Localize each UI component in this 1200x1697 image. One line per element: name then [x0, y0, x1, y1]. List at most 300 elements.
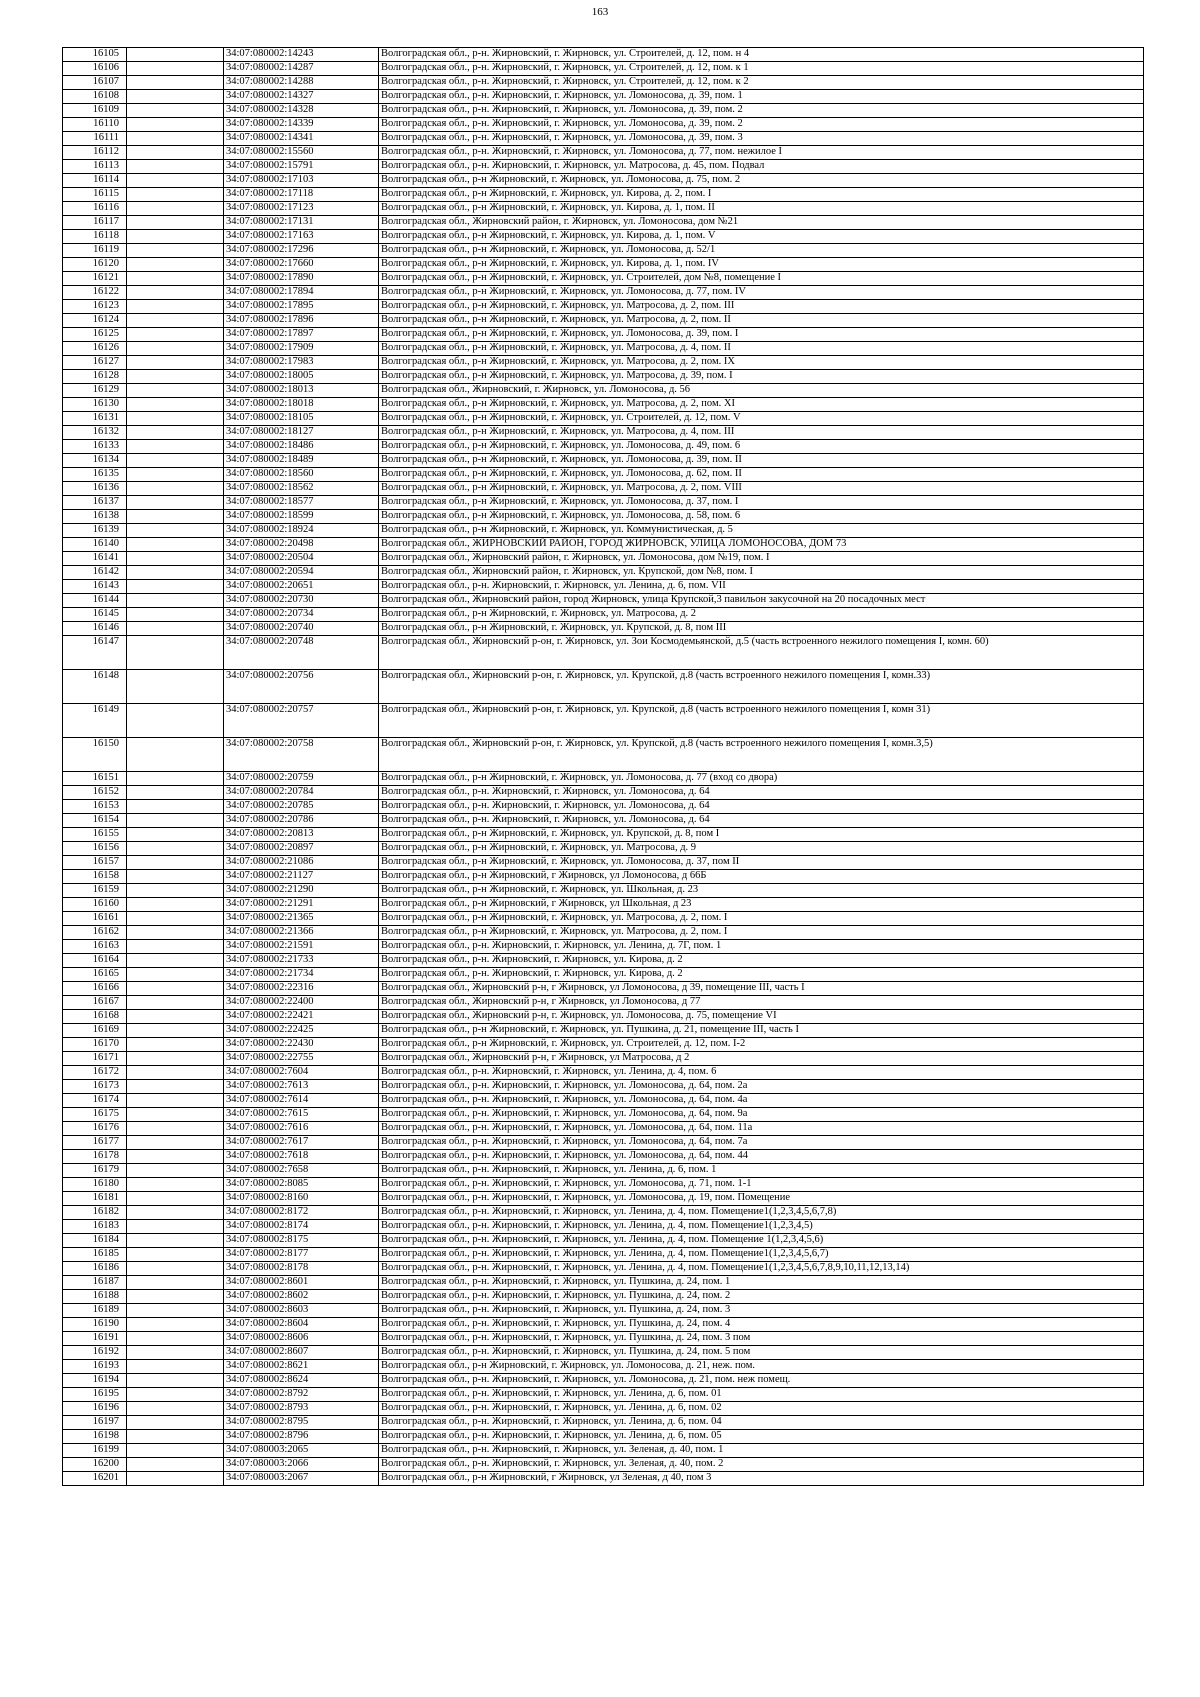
row-number-cell: 16181	[63, 1192, 127, 1206]
cadastral-number-cell: 34:07:080002:21290	[224, 884, 379, 898]
table-row	[63, 258, 1144, 272]
table-row	[63, 786, 1144, 800]
empty-cell	[127, 202, 224, 216]
cadastral-number-cell: 34:07:080002:7614	[224, 1094, 379, 1108]
empty-cell	[127, 1150, 224, 1164]
empty-cell	[127, 1318, 224, 1332]
cadastral-number-cell: 34:07:080002:8602	[224, 1290, 379, 1304]
row-number-cell: 16174	[63, 1094, 127, 1108]
row-number-cell: 16116	[63, 202, 127, 216]
row-number-cell: 16191	[63, 1332, 127, 1346]
address-cell: Волгоградская обл., р-н. Жирновский, г. Жирновск, ул. Строителей, д. 12, пом. к 2	[379, 76, 1144, 90]
row-number-cell: 16162	[63, 926, 127, 940]
table-row	[63, 538, 1144, 552]
cadastral-number-cell: 34:07:080002:8792	[224, 1388, 379, 1402]
address-cell: Волгоградская обл., р-н Жирновский, г. Жирновск, ул. Матросова, д. 2, пом. I	[379, 926, 1144, 940]
table-row	[63, 968, 1144, 982]
empty-cell	[127, 670, 224, 704]
table-row	[63, 230, 1144, 244]
address-cell: Волгоградская обл., р-н Жирновский, г. Жирновск, ул. Ломоносова, д. 37, пом. I	[379, 496, 1144, 510]
address-cell: Волгоградская обл., р-н. Жирновский, г. Жирновск, ул. Ломоносова, д. 21, пом. неж помещ.	[379, 1374, 1144, 1388]
cadastral-number-cell: 34:07:080002:17895	[224, 300, 379, 314]
cadastral-number-cell: 34:07:080002:20730	[224, 594, 379, 608]
empty-cell	[127, 468, 224, 482]
table-row	[63, 1010, 1144, 1024]
row-number-cell: 16175	[63, 1108, 127, 1122]
row-number-cell: 16182	[63, 1206, 127, 1220]
table-row	[63, 1262, 1144, 1276]
cadastral-number-cell: 34:07:080002:20651	[224, 580, 379, 594]
cadastral-number-cell: 34:07:080003:2066	[224, 1458, 379, 1472]
table-row	[63, 76, 1144, 90]
address-cell: Волгоградская обл., р-н. Жирновский, г. Жирновск, ул. Ломоносова, д. 64	[379, 786, 1144, 800]
empty-cell	[127, 146, 224, 160]
row-number-cell: 16169	[63, 1024, 127, 1038]
address-cell: Волгоградская обл., р-н Жирновский, г. Жирновск, ул. Ломоносова, д. 49, пом. 6	[379, 440, 1144, 454]
row-number-cell: 16105	[63, 48, 127, 62]
empty-cell	[127, 884, 224, 898]
empty-cell	[127, 286, 224, 300]
row-number-cell: 16142	[63, 566, 127, 580]
table-row	[63, 286, 1144, 300]
address-cell: Волгоградская обл., Жирновский район, г. Жирновск, ул. Крупской, дом №8, пом. I	[379, 566, 1144, 580]
row-number-cell: 16166	[63, 982, 127, 996]
row-number-cell: 16143	[63, 580, 127, 594]
empty-cell	[127, 1374, 224, 1388]
empty-cell	[127, 188, 224, 202]
empty-cell	[127, 954, 224, 968]
cadastral-number-cell: 34:07:080002:20756	[224, 670, 379, 704]
empty-cell	[127, 216, 224, 230]
address-cell: Волгоградская обл., р-н. Жирновский, г. Жирновск, ул. Строителей, д. 12, пом. к 1	[379, 62, 1144, 76]
cadastral-number-cell: 34:07:080002:21733	[224, 954, 379, 968]
empty-cell	[127, 342, 224, 356]
table-row	[63, 884, 1144, 898]
empty-cell	[127, 940, 224, 954]
row-number-cell: 16133	[63, 440, 127, 454]
empty-cell	[127, 160, 224, 174]
address-cell: Волгоградская обл., р-н Жирновский, г Жирновск, ул Ломоносова, д 66Б	[379, 870, 1144, 884]
cadastral-number-cell: 34:07:080002:14328	[224, 104, 379, 118]
table-row	[63, 1080, 1144, 1094]
cadastral-number-cell: 34:07:080003:2067	[224, 1472, 379, 1486]
row-number-cell: 16140	[63, 538, 127, 552]
table-row	[63, 370, 1144, 384]
row-number-cell: 16144	[63, 594, 127, 608]
empty-cell	[127, 482, 224, 496]
table-row	[63, 1430, 1144, 1444]
address-cell: Волгоградская обл., р-н. Жирновский, г. Жирновск, ул. Ленина, д. 6, пом. 05	[379, 1430, 1144, 1444]
table-row	[63, 800, 1144, 814]
row-number-cell: 16195	[63, 1388, 127, 1402]
cadastral-number-cell: 34:07:080002:21086	[224, 856, 379, 870]
address-cell: Волгоградская обл., Жирновский р-н, г Жирновск, ул Ломоносова, д 39, помещение III, часть I	[379, 982, 1144, 996]
row-number-cell: 16113	[63, 160, 127, 174]
row-number-cell: 16112	[63, 146, 127, 160]
table-row	[63, 1206, 1144, 1220]
cadastral-number-cell: 34:07:080002:20784	[224, 786, 379, 800]
empty-cell	[127, 314, 224, 328]
address-cell: Волгоградская обл., р-н Жирновский, г. Жирновск, ул. Пушкина, д. 21, помещение III, часть I	[379, 1024, 1144, 1038]
empty-cell	[127, 174, 224, 188]
row-number-cell: 16110	[63, 118, 127, 132]
table-row	[63, 300, 1144, 314]
cadastral-number-cell: 34:07:080002:8172	[224, 1206, 379, 1220]
empty-cell	[127, 1290, 224, 1304]
cadastral-number-cell: 34:07:080002:8795	[224, 1416, 379, 1430]
empty-cell	[127, 1038, 224, 1052]
address-cell: Волгоградская обл., р-н. Жирновский, г. Жирновск, ул. Пушкина, д. 24, пом. 4	[379, 1318, 1144, 1332]
row-number-cell: 16173	[63, 1080, 127, 1094]
address-cell: Волгоградская обл., р-н. Жирновский, г. Жирновск, ул. Ломоносова, д. 71, пом. 1-1	[379, 1178, 1144, 1192]
empty-cell	[127, 370, 224, 384]
cadastral-number-cell: 34:07:080002:8607	[224, 1346, 379, 1360]
empty-cell	[127, 704, 224, 738]
cadastral-number-cell: 34:07:080002:20498	[224, 538, 379, 552]
cadastral-number-cell: 34:07:080002:14341	[224, 132, 379, 146]
table-row	[63, 1416, 1144, 1430]
address-cell: Волгоградская обл., р-н Жирновский, г. Жирновск, ул. Кирова, д. 1, пом. II	[379, 202, 1144, 216]
empty-cell	[127, 300, 224, 314]
empty-cell	[127, 1178, 224, 1192]
table-row	[63, 1136, 1144, 1150]
cadastral-number-cell: 34:07:080002:17894	[224, 286, 379, 300]
empty-cell	[127, 1346, 224, 1360]
table-row	[63, 594, 1144, 608]
address-cell: Волгоградская обл., р-н Жирновский, г. Жирновск, ул. Строителей, дом №8, помещение I	[379, 272, 1144, 286]
address-cell: Волгоградская обл., р-н. Жирновский, г. Жирновск, ул. Ломоносова, д. 64	[379, 800, 1144, 814]
address-cell: Волгоградская обл., Жирновский р-он, г. Жирновск, ул. Крупской, д.8 (часть встроенного нежилого помещения I, комн 31)	[379, 704, 1144, 738]
empty-cell	[127, 62, 224, 76]
address-cell: Волгоградская обл., р-н. Жирновский, г. Жирновск, ул. Ленина, д. 6, пом. 02	[379, 1402, 1144, 1416]
empty-cell	[127, 384, 224, 398]
address-cell: Волгоградская обл., р-н. Жирновский, г. Жирновск, ул. Зеленая, д. 40, пом. 2	[379, 1458, 1144, 1472]
address-cell: Волгоградская обл., р-н Жирновский, г. Жирновск, ул. Ломоносова, д. 39, пом. I	[379, 328, 1144, 342]
empty-cell	[127, 870, 224, 884]
cadastral-number-cell: 34:07:080002:21591	[224, 940, 379, 954]
address-cell: Волгоградская обл., р-н Жирновский, г. Жирновск, ул. Ломоносова, д. 75, пом. 2	[379, 174, 1144, 188]
address-cell: Волгоградская обл., р-н Жирновский, г. Жирновск, ул. Кирова, д. 2, пом. I	[379, 188, 1144, 202]
table-row	[63, 1052, 1144, 1066]
registry-body	[63, 48, 1144, 1486]
address-cell: Волгоградская обл., р-н Жирновский, г. Жирновск, ул. Кирова, д. 1, пом. V	[379, 230, 1144, 244]
table-row	[63, 926, 1144, 940]
row-number-cell: 16141	[63, 552, 127, 566]
row-number-cell: 16196	[63, 1402, 127, 1416]
empty-cell	[127, 636, 224, 670]
row-number-cell: 16135	[63, 468, 127, 482]
cadastral-number-cell: 34:07:080002:8793	[224, 1402, 379, 1416]
table-row	[63, 1402, 1144, 1416]
table-row	[63, 1066, 1144, 1080]
empty-cell	[127, 440, 224, 454]
address-cell: Волгоградская обл., р-н. Жирновский, г. Жирновск, ул. Ломоносова, д. 64	[379, 814, 1144, 828]
table-row	[63, 704, 1144, 738]
row-number-cell: 16179	[63, 1164, 127, 1178]
cadastral-number-cell: 34:07:080002:18486	[224, 440, 379, 454]
address-cell: Волгоградская обл., р-н Жирновский, г. Жирновск, ул. Ломоносова, д. 77, пом. IV	[379, 286, 1144, 300]
address-cell: Волгоградская обл., р-н. Жирновский, г. Жирновск, ул. Ломоносова, д. 64, пом. 2а	[379, 1080, 1144, 1094]
cadastral-number-cell: 34:07:080002:20785	[224, 800, 379, 814]
row-number-cell: 16111	[63, 132, 127, 146]
row-number-cell: 16108	[63, 90, 127, 104]
address-cell: Волгоградская обл., р-н Жирновский, г. Жирновск, ул. Строителей, д. 12, пом. I-2	[379, 1038, 1144, 1052]
address-cell: Волгоградская обл., Жирновский р-н, г Жирновск, ул Матросова, д 2	[379, 1052, 1144, 1066]
empty-cell	[127, 1108, 224, 1122]
table-row	[63, 566, 1144, 580]
cadastral-number-cell: 34:07:080002:18005	[224, 370, 379, 384]
table-row	[63, 1108, 1144, 1122]
row-number-cell: 16131	[63, 412, 127, 426]
empty-cell	[127, 566, 224, 580]
empty-cell	[127, 104, 224, 118]
table-row	[63, 62, 1144, 76]
address-cell: Волгоградская обл., Жирновский, г. Жирновск, ул. Ломоносова, д. 56	[379, 384, 1144, 398]
address-cell: Волгоградская обл., р-н Жирновский, г. Жирновск, ул. Матросова, д. 39, пом. I	[379, 370, 1144, 384]
table-row	[63, 608, 1144, 622]
table-row	[63, 412, 1144, 426]
empty-cell	[127, 1472, 224, 1486]
cadastral-number-cell: 34:07:080002:8621	[224, 1360, 379, 1374]
row-number-cell: 16159	[63, 884, 127, 898]
cadastral-number-cell: 34:07:080002:22400	[224, 996, 379, 1010]
address-cell: Волгоградская обл., р-н. Жирновский, г. Жирновск, ул. Ленина, д. 4, пом. Помещение 1(1,2,3,4,5,6)	[379, 1234, 1144, 1248]
address-cell: Волгоградская обл., р-н. Жирновский, г. Жирновск, ул. Ленина, д. 4, пом. 6	[379, 1066, 1144, 1080]
cadastral-number-cell: 34:07:080003:2065	[224, 1444, 379, 1458]
cadastral-number-cell: 34:07:080002:8601	[224, 1276, 379, 1290]
empty-cell	[127, 1024, 224, 1038]
empty-cell	[127, 1220, 224, 1234]
address-cell: Волгоградская обл., р-н. Жирновский, г. Жирновск, ул. Кирова, д. 2	[379, 954, 1144, 968]
cadastral-number-cell: 34:07:080002:21127	[224, 870, 379, 884]
cadastral-number-cell: 34:07:080002:18013	[224, 384, 379, 398]
cadastral-number-cell: 34:07:080002:7617	[224, 1136, 379, 1150]
row-number-cell: 16180	[63, 1178, 127, 1192]
address-cell: Волгоградская обл., Жирновский р-он, г. Жирновск, ул. Крупской, д.8 (часть встроенного нежилого помещения I, комн.33)	[379, 670, 1144, 704]
row-number-cell: 16187	[63, 1276, 127, 1290]
row-number-cell: 16125	[63, 328, 127, 342]
table-row	[63, 468, 1144, 482]
empty-cell	[127, 398, 224, 412]
table-row	[63, 342, 1144, 356]
cadastral-number-cell: 34:07:080002:20757	[224, 704, 379, 738]
address-cell: Волгоградская обл., р-н Жирновский, г Жирновск, ул Зеленая, д 40, пом 3	[379, 1472, 1144, 1486]
empty-cell	[127, 1276, 224, 1290]
table-row	[63, 1094, 1144, 1108]
row-number-cell: 16146	[63, 622, 127, 636]
empty-cell	[127, 1402, 224, 1416]
row-number-cell: 16120	[63, 258, 127, 272]
address-cell: Волгоградская обл., р-н. Жирновский, г. Жирновск, ул. Пушкина, д. 24, пом. 3	[379, 1304, 1144, 1318]
empty-cell	[127, 608, 224, 622]
empty-cell	[127, 510, 224, 524]
row-number-cell: 16157	[63, 856, 127, 870]
cadastral-number-cell: 34:07:080002:8603	[224, 1304, 379, 1318]
table-row	[63, 1318, 1144, 1332]
address-cell: Волгоградская обл., р-н Жирновский, г. Жирновск, ул. Матросова, д. 2, пом. I	[379, 912, 1144, 926]
empty-cell	[127, 814, 224, 828]
address-cell: Волгоградская обл., р-н Жирновский, г. Жирновск, ул. Матросова, д. 2, пом. IX	[379, 356, 1144, 370]
cadastral-number-cell: 34:07:080002:18599	[224, 510, 379, 524]
table-row	[63, 1276, 1144, 1290]
table-row	[63, 174, 1144, 188]
table-row	[63, 828, 1144, 842]
cadastral-number-cell: 34:07:080002:20813	[224, 828, 379, 842]
empty-cell	[127, 552, 224, 566]
empty-cell	[127, 356, 224, 370]
cadastral-number-cell: 34:07:080002:20758	[224, 738, 379, 772]
address-cell: Волгоградская обл., р-н. Жирновский, г. Жирновск, ул. Ленина, д. 6, пом. 01	[379, 1388, 1144, 1402]
empty-cell	[127, 90, 224, 104]
empty-cell	[127, 538, 224, 552]
empty-cell	[127, 622, 224, 636]
table-row	[63, 772, 1144, 786]
table-row	[63, 1150, 1144, 1164]
row-number-cell: 16199	[63, 1444, 127, 1458]
row-number-cell: 16198	[63, 1430, 127, 1444]
row-number-cell: 16118	[63, 230, 127, 244]
table-row	[63, 1178, 1144, 1192]
table-row	[63, 912, 1144, 926]
table-row	[63, 90, 1144, 104]
empty-cell	[127, 1094, 224, 1108]
empty-cell	[127, 594, 224, 608]
cadastral-number-cell: 34:07:080002:8160	[224, 1192, 379, 1206]
table-row	[63, 454, 1144, 468]
row-number-cell: 16123	[63, 300, 127, 314]
empty-cell	[127, 1052, 224, 1066]
cadastral-number-cell: 34:07:080002:8606	[224, 1332, 379, 1346]
cadastral-number-cell: 34:07:080002:17660	[224, 258, 379, 272]
page-number: 163	[591, 6, 609, 18]
cadastral-number-cell: 34:07:080002:18018	[224, 398, 379, 412]
cadastral-number-cell: 34:07:080002:17909	[224, 342, 379, 356]
empty-cell	[127, 244, 224, 258]
address-cell: Волгоградская обл., р-н Жирновский, г. Жирновск, ул. Крупской, д. 8, пом I	[379, 828, 1144, 842]
address-cell: Волгоградская обл., р-н. Жирновский, г. Жирновск, ул. Ленина, д. 4, пом. Помещение1(1,2,3,4,5,6,7,8)	[379, 1206, 1144, 1220]
table-row	[63, 202, 1144, 216]
cadastral-number-cell: 34:07:080002:7618	[224, 1150, 379, 1164]
row-number-cell: 16124	[63, 314, 127, 328]
cadastral-number-cell: 34:07:080002:20759	[224, 772, 379, 786]
address-cell: Волгоградская обл., р-н. Жирновский, г. Жирновск, ул. Пушкина, д. 24, пом. 5 пом	[379, 1346, 1144, 1360]
row-number-cell: 16178	[63, 1150, 127, 1164]
address-cell: Волгоградская обл., р-н. Жирновский, г. Жирновск, ул. Пушкина, д. 24, пом. 2	[379, 1290, 1144, 1304]
row-number-cell: 16171	[63, 1052, 127, 1066]
cadastral-number-cell: 34:07:080002:17890	[224, 272, 379, 286]
address-cell: Волгоградская обл., р-н Жирновский, г. Жирновск, ул. Матросова, д. 9	[379, 842, 1144, 856]
table-row	[63, 940, 1144, 954]
empty-cell	[127, 328, 224, 342]
address-cell: Волгоградская обл., р-н Жирновский, г Жирновск, ул Школьная, д 23	[379, 898, 1144, 912]
row-number-cell: 16138	[63, 510, 127, 524]
address-cell: Волгоградская обл., р-н. Жирновский, г. Жирновск, ул. Ломоносова, д. 64, пом. 7а	[379, 1136, 1144, 1150]
address-cell: Волгоградская обл., р-н Жирновский, г. Жирновск, ул. Ломоносова, д. 52/1	[379, 244, 1144, 258]
address-cell: Волгоградская обл., р-н. Жирновский, г. Жирновск, ул. Ленина, д. 6, пом. 1	[379, 1164, 1144, 1178]
table-row	[63, 1024, 1144, 1038]
row-number-cell: 16136	[63, 482, 127, 496]
address-cell: Волгоградская обл., р-н. Жирновский, г. Жирновск, ул. Зеленая, д. 40, пом. 1	[379, 1444, 1144, 1458]
table-row	[63, 1332, 1144, 1346]
row-number-cell: 16119	[63, 244, 127, 258]
table-row	[63, 670, 1144, 704]
row-number-cell: 16201	[63, 1472, 127, 1486]
cadastral-number-cell: 34:07:080002:8177	[224, 1248, 379, 1262]
cadastral-number-cell: 34:07:080002:17896	[224, 314, 379, 328]
empty-cell	[127, 1416, 224, 1430]
empty-cell	[127, 1080, 224, 1094]
empty-cell	[127, 132, 224, 146]
row-number-cell: 16156	[63, 842, 127, 856]
cadastral-number-cell: 34:07:080002:17118	[224, 188, 379, 202]
table-row	[63, 398, 1144, 412]
row-number-cell: 16132	[63, 426, 127, 440]
row-number-cell: 16200	[63, 1458, 127, 1472]
table-row	[63, 482, 1144, 496]
address-cell: Волгоградская обл., р-н. Жирновский, г. Жирновск, ул. Ленина, д. 4, пом. Помещение1(1,2,3,4,5,6,7,8,9,10,11,12,13,14)	[379, 1262, 1144, 1276]
row-number-cell: 16154	[63, 814, 127, 828]
table-row	[63, 842, 1144, 856]
table-row	[63, 524, 1144, 538]
table-row	[63, 954, 1144, 968]
table-row	[63, 314, 1144, 328]
table-row	[63, 160, 1144, 174]
table-row	[63, 510, 1144, 524]
table-row	[63, 132, 1144, 146]
cadastral-number-cell: 34:07:080002:17897	[224, 328, 379, 342]
empty-cell	[127, 786, 224, 800]
cadastral-number-cell: 34:07:080002:20740	[224, 622, 379, 636]
empty-cell	[127, 272, 224, 286]
address-cell: Волгоградская обл., р-н. Жирновский, г. Жирновск, ул. Ленина, д. 7Г, пом. 1	[379, 940, 1144, 954]
row-number-cell: 16163	[63, 940, 127, 954]
row-number-cell: 16145	[63, 608, 127, 622]
address-cell: Волгоградская обл., Жирновский р-н, г Жирновск, ул Ломоносова, д 77	[379, 996, 1144, 1010]
cadastral-number-cell: 34:07:080002:21734	[224, 968, 379, 982]
registry-table	[62, 47, 1144, 1486]
table-row	[63, 898, 1144, 912]
address-cell: Волгоградская обл., р-н Жирновский, г. Жирновск, ул. Матросова, д. 4, пом. II	[379, 342, 1144, 356]
empty-cell	[127, 1136, 224, 1150]
empty-cell	[127, 1458, 224, 1472]
row-number-cell: 16193	[63, 1360, 127, 1374]
table-row	[63, 440, 1144, 454]
table-row	[63, 1472, 1144, 1486]
empty-cell	[127, 412, 224, 426]
empty-cell	[127, 898, 224, 912]
table-row	[63, 1248, 1144, 1262]
cadastral-number-cell: 34:07:080002:20594	[224, 566, 379, 580]
address-cell: Волгоградская обл., р-н Жирновский, г. Жирновск, ул. Матросова, д. 2, пом. XI	[379, 398, 1144, 412]
cadastral-number-cell: 34:07:080002:8796	[224, 1430, 379, 1444]
cadastral-number-cell: 34:07:080002:22755	[224, 1052, 379, 1066]
empty-cell	[127, 1262, 224, 1276]
row-number-cell: 16184	[63, 1234, 127, 1248]
empty-cell	[127, 580, 224, 594]
address-cell: Волгоградская обл., р-н Жирновский, г. Жирновск, ул. Ломоносова, д. 62, пом. II	[379, 468, 1144, 482]
cadastral-number-cell: 34:07:080002:17163	[224, 230, 379, 244]
cadastral-number-cell: 34:07:080002:17123	[224, 202, 379, 216]
address-cell: Волгоградская обл., р-н Жирновский, г. Жирновск, ул. Ломоносова, д. 21, неж. пом.	[379, 1360, 1144, 1374]
row-number-cell: 16134	[63, 454, 127, 468]
address-cell: Волгоградская обл., р-н Жирновский, г. Жирновск, ул. Матросова, д. 2, пом. II	[379, 314, 1144, 328]
table-row	[63, 996, 1144, 1010]
cadastral-number-cell: 34:07:080002:14339	[224, 118, 379, 132]
table-row	[63, 738, 1144, 772]
empty-cell	[127, 1332, 224, 1346]
row-number-cell: 16127	[63, 356, 127, 370]
cadastral-number-cell: 34:07:080002:14243	[224, 48, 379, 62]
